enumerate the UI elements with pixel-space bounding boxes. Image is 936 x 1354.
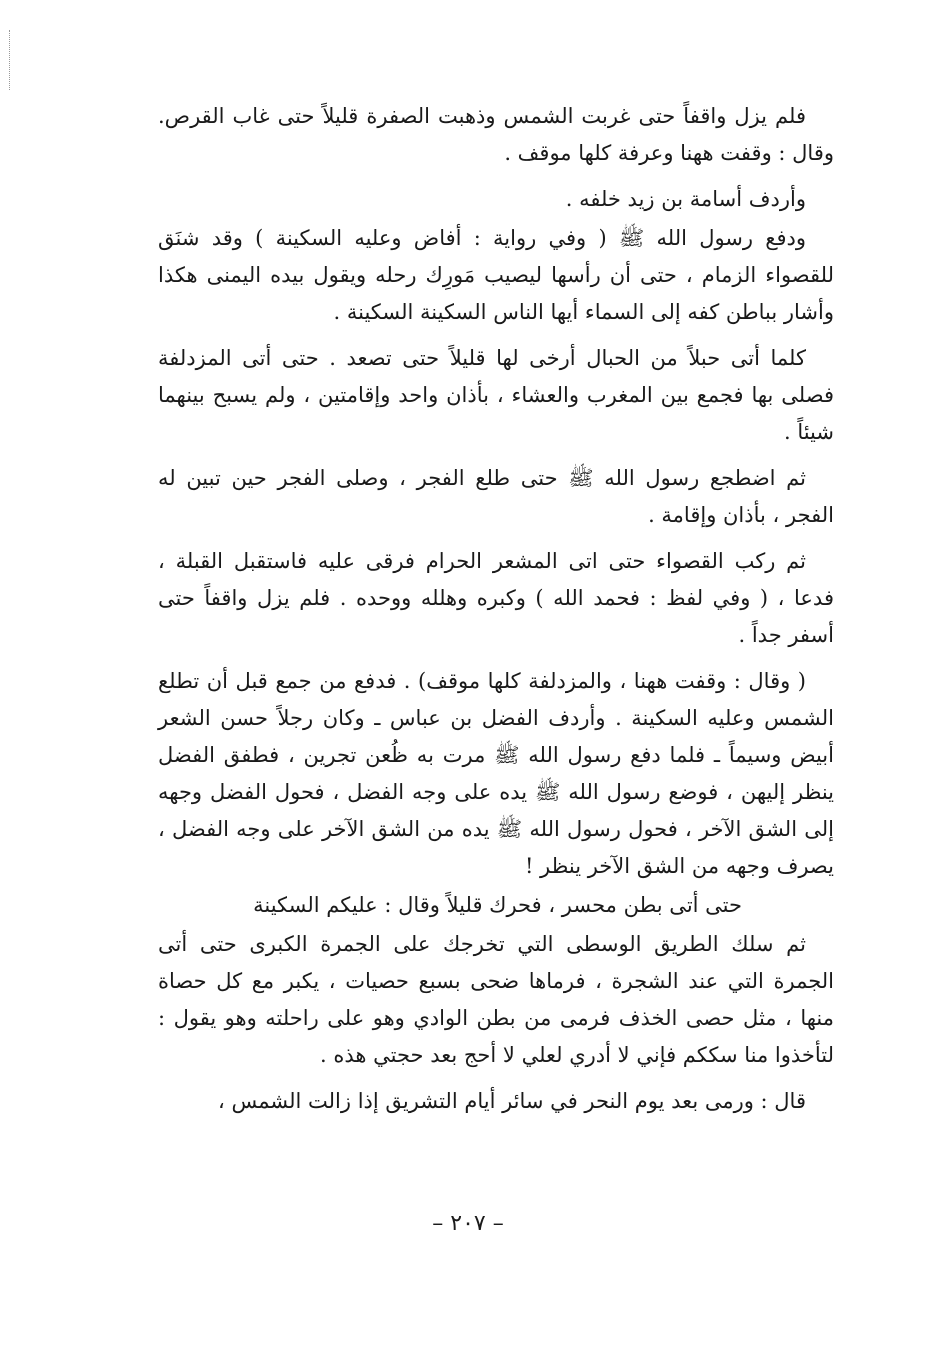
body-text (158, 98, 834, 1129)
page-number: – ٢٠٧ – (432, 1211, 504, 1236)
paragraph: حتى أتى بطن محسر ، فحرك قليلاً وقال : عليكم السكينة (253, 893, 742, 917)
paragraph: ثم ركب القصواء حتى اتى المشعر الحرام فرقى عليه فاستقبل القبلة ، فدعا ، ( وفي لفظ : فحمد الله ) وكبره وهلله ووحده . فلم يزل واقفاً حتى أسفر جداً . (158, 549, 834, 647)
paragraph: قال : ورمى بعد يوم النحر في سائر أيام التشريق إذا زالت الشمس ، (218, 1089, 806, 1113)
paragraph: فلم يزل واقفاً حتى غربت الشمس وذهبت الصفرة قليلاً حتى غاب القرص. وقال : وقفت ههنا وعرفة كلها موقف . (158, 104, 834, 165)
paragraph: ( وقال : وقفت ههنا ، والمزدلفة كلها موقف) . فدفع من جمع قبل أن تطلع الشمس وعليه السكينة . وأردف الفضل بن عباس ـ وكان رجلاً حسن الشعر أبيض وسيماً ـ فلما دفع رسول الله ﷺ مرت به ظُعن تجرين ، فطفق الفضل ينظر إليهن ، فوضع رسول الله ﷺ يده على وجه الفضل ، فحول الفضل وجهه إلى الشق الآخر ، فحول رسول الله ﷺ يده من الشق الآخر على وجه الفضل ، يصرف وجهه من الشق الآخر ينظر ! (158, 669, 834, 878)
paragraph: ودفع رسول الله ﷺ ( وفي رواية : أفاض وعليه السكينة ) وقد شنَق للقصواء الزمام ، حتى أن رأسها ليصيب مَورِك رحله ويقول بيده اليمنى هكذا وأشار بباطن كفه إلى السماء أيها الناس السكينة السكينة . (158, 226, 834, 324)
paragraph: وأردف أسامة بن زيد خلفه . (565, 187, 806, 211)
paragraph: ثم اضطجع رسول الله ﷺ حتى طلع الفجر ، وصلى الفجر حين تبين له الفجر ، بأذان وإقامة . (158, 466, 834, 527)
paragraph: ثم سلك الطريق الوسطى التي تخرجك على الجمرة الكبرى حتى أتى الجمرة التي عند الشجرة ، فرماها ضحى بسبع حصيات ، يكبر مع كل حصاة منها ، مثل حصى الخذف فرمى من بطن الوادي وهو على راحلته وهو يقول : لتأخذوا منا سككم فإني لا أدري لعلي لا أحج بعد حجتي هذه . (158, 932, 834, 1067)
scan-margin-mark (9, 30, 12, 90)
paragraph: كلما أتى حبلاً من الحبال أرخى لها قليلاً حتى تصعد . حتى أتى المزدلفة فصلى بها فجمع بين المغرب والعشاء ، بأذان واحد وإقامتين ، ولم يسبح بينهما شيئاً . (158, 346, 834, 444)
